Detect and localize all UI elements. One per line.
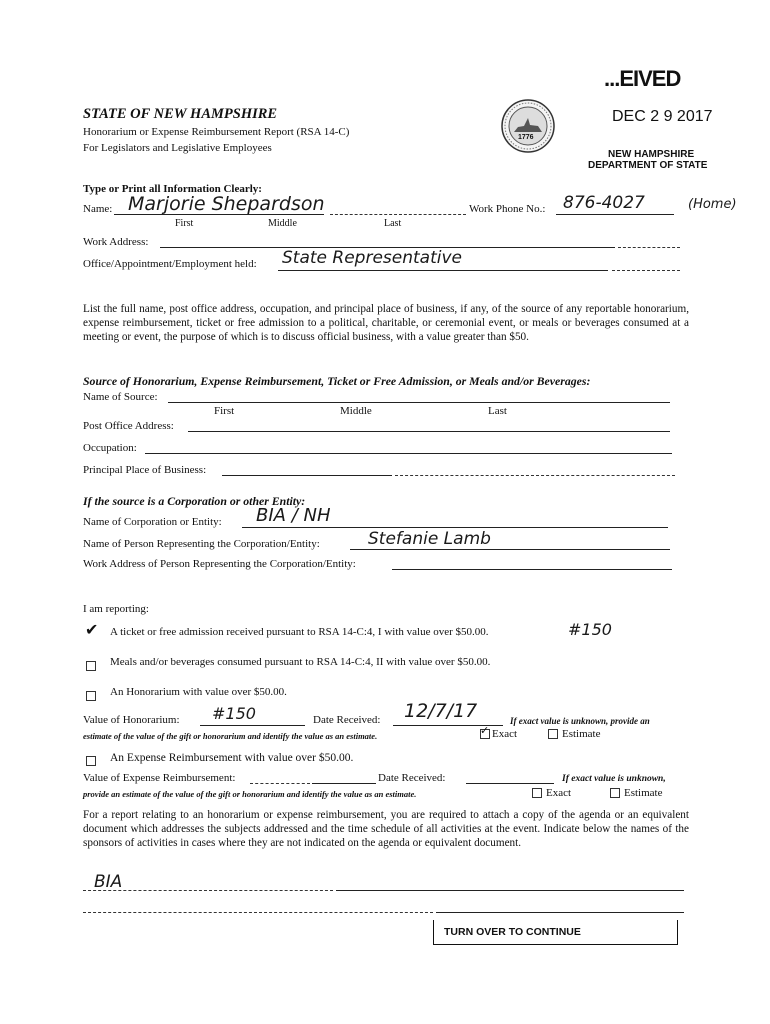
po-address-line[interactable] — [188, 431, 670, 432]
seal-year: 1776 — [518, 134, 534, 141]
meals-checkbox[interactable] — [86, 657, 96, 675]
po-address-label: Post Office Address: — [83, 420, 174, 432]
hon-date-value: 12/7/17 — [404, 700, 478, 722]
corporation-heading: If the source is a Corporation or other Entity: — [83, 494, 306, 508]
sponsor-line[interactable] — [336, 890, 684, 891]
exp-exact-label: Exact — [546, 787, 572, 799]
expense-value-label: Value of Expense Reimbursement: — [83, 772, 236, 784]
exp-estimate-checkbox[interactable] — [610, 787, 620, 800]
expense-checkbox[interactable] — [86, 752, 96, 770]
work-phone-value: 876-4027 — [563, 193, 645, 213]
hon-exact-checkbox[interactable]: ✓ — [480, 725, 490, 738]
ppb-dashed — [395, 475, 675, 476]
source-heading: Source of Honorarium, Expense Reimbursement, Ticket or Free Admission, or Meals and/or Beverages: — [83, 374, 591, 388]
ppb-line[interactable] — [222, 475, 392, 476]
exp-exact-checkbox[interactable] — [532, 787, 542, 800]
corp-rep-line[interactable] — [350, 549, 670, 550]
ppb-label: Principal Place of Business: — [83, 464, 207, 476]
reporting-heading: I am reporting: — [83, 603, 149, 615]
form-subtitle-2: For Legislators and Legislative Employees — [83, 142, 272, 154]
corp-rep-addr-label: Work Address of Person Representing the Corporation/Entity: — [83, 558, 356, 570]
office-line[interactable] — [278, 270, 608, 271]
name-line-dashed — [330, 214, 466, 215]
name-value: Marjorie Shepardson — [128, 193, 325, 215]
source-first-label: First — [214, 405, 235, 417]
middle-label: Middle — [268, 218, 297, 229]
work-address-label: Work Address: — [83, 236, 149, 248]
sponsor-value: BIA — [94, 872, 123, 892]
honorarium-value: #150 — [212, 704, 256, 723]
corp-name-value: BIA / NH — [256, 505, 331, 526]
received-stamp: ...EIVED — [604, 66, 681, 91]
exp-estimate-note: provide an estimate of the value of the gift or honorarium and identify the value as an estimate. — [83, 789, 417, 799]
corp-name-label: Name of Corporation or Entity: — [83, 516, 222, 528]
source-name-line[interactable] — [168, 402, 670, 403]
work-phone-line[interactable] — [556, 214, 674, 215]
honorarium-checkbox[interactable] — [86, 687, 96, 705]
office-label: Office/Appointment/Employment held: — [83, 258, 257, 270]
ticket-item: A ticket or free admission received pursuant to RSA 14-C:4, I with value over $50.00. — [110, 626, 489, 638]
phone-note: (Home) — [688, 197, 737, 212]
exp-exact-note: If exact value is unknown, — [562, 774, 666, 784]
name-label: Name: — [83, 203, 113, 215]
turn-over-box — [433, 920, 678, 945]
print-instruction: Type or Print all Information Clearly: — [83, 183, 262, 195]
meals-item: Meals and/or beverages consumed pursuant to RSA 14-C:4, II with value over $50.00. — [110, 656, 491, 668]
occupation-line[interactable] — [145, 453, 672, 454]
page-title: STATE OF NEW HAMPSHIRE — [83, 106, 278, 122]
first-label: First — [175, 218, 194, 229]
expense-value-dashed — [250, 783, 310, 784]
exp-date-line[interactable] — [466, 783, 554, 784]
exp-date-label: Date Received: — [378, 772, 446, 784]
form-subtitle: Honorarium or Expense Reimbursement Report (RSA 14-C) — [83, 126, 350, 138]
source-last-label: Last — [488, 405, 507, 417]
ticket-value: #150 — [568, 620, 612, 639]
hon-exact-label: Exact — [492, 728, 518, 740]
stamp-state: NEW HAMPSHIRE — [608, 149, 695, 160]
hon-estimate-label: Estimate — [562, 728, 601, 740]
occupation-label: Occupation: — [83, 442, 137, 454]
sponsor-line-2-dashed — [83, 912, 433, 913]
exp-estimate-label: Estimate — [624, 787, 663, 799]
sponsor-line-2[interactable] — [436, 912, 684, 913]
stamp-department: DEPARTMENT OF STATE — [588, 160, 708, 171]
checkmark-icon[interactable]: ✔ — [85, 622, 99, 639]
work-address-dashed — [618, 247, 680, 248]
expense-value-line[interactable] — [312, 783, 376, 784]
honorarium-item: An Honorarium with value over $50.00. — [110, 686, 287, 698]
hon-date-label: Date Received: — [313, 714, 381, 726]
corp-name-line[interactable] — [242, 527, 668, 528]
office-dashed — [612, 270, 680, 271]
hon-estimate-note: estimate of the value of the gift or honorarium and identify the value as an estimate. — [83, 731, 378, 741]
agenda-instructions: For a report relating to an honorarium or expense reimbursement, you are required to attach a copy of the agenda or an equivalent document which addresses the subjects addressed and the time schedule of all activities at the event. Indicate below the names of the sponsors of activities in cases where they are not indicated on the agenda or equivalent document. — [83, 809, 689, 849]
received-date: DEC 2 9 2017 — [612, 108, 713, 125]
office-value: State Representative — [282, 248, 462, 268]
corp-rep-label: Name of Person Representing the Corporation/Entity: — [83, 538, 320, 550]
last-label: Last — [384, 218, 402, 229]
corp-rep-value: Stefanie Lamb — [368, 529, 491, 549]
source-instructions: List the full name, post office address, occupation, and principal place of business, if any, of the source of any reportable honorarium, expense reimbursement, ticket or free admission to a political, charitable, or ceremonial event, or meals or beverages consumed at a meeting or event, the purpose of which is to discuss official business, with a value greater than $50. — [83, 303, 689, 343]
honorarium-value-label: Value of Honorarium: — [83, 714, 180, 726]
corp-rep-addr-line[interactable] — [392, 569, 672, 570]
expense-item: An Expense Reimbursement with value over $50.00. — [110, 752, 354, 764]
work-phone-label: Work Phone No.: — [469, 203, 546, 215]
state-seal-icon — [500, 98, 556, 154]
source-name-label: Name of Source: — [83, 391, 158, 403]
hon-exact-note: If exact value is unknown, provide an — [510, 716, 650, 726]
honorarium-value-line[interactable] — [200, 725, 305, 726]
source-middle-label: Middle — [340, 405, 372, 417]
hon-estimate-checkbox[interactable] — [548, 728, 558, 741]
turn-over-label: TURN OVER TO CONTINUE — [444, 926, 581, 938]
